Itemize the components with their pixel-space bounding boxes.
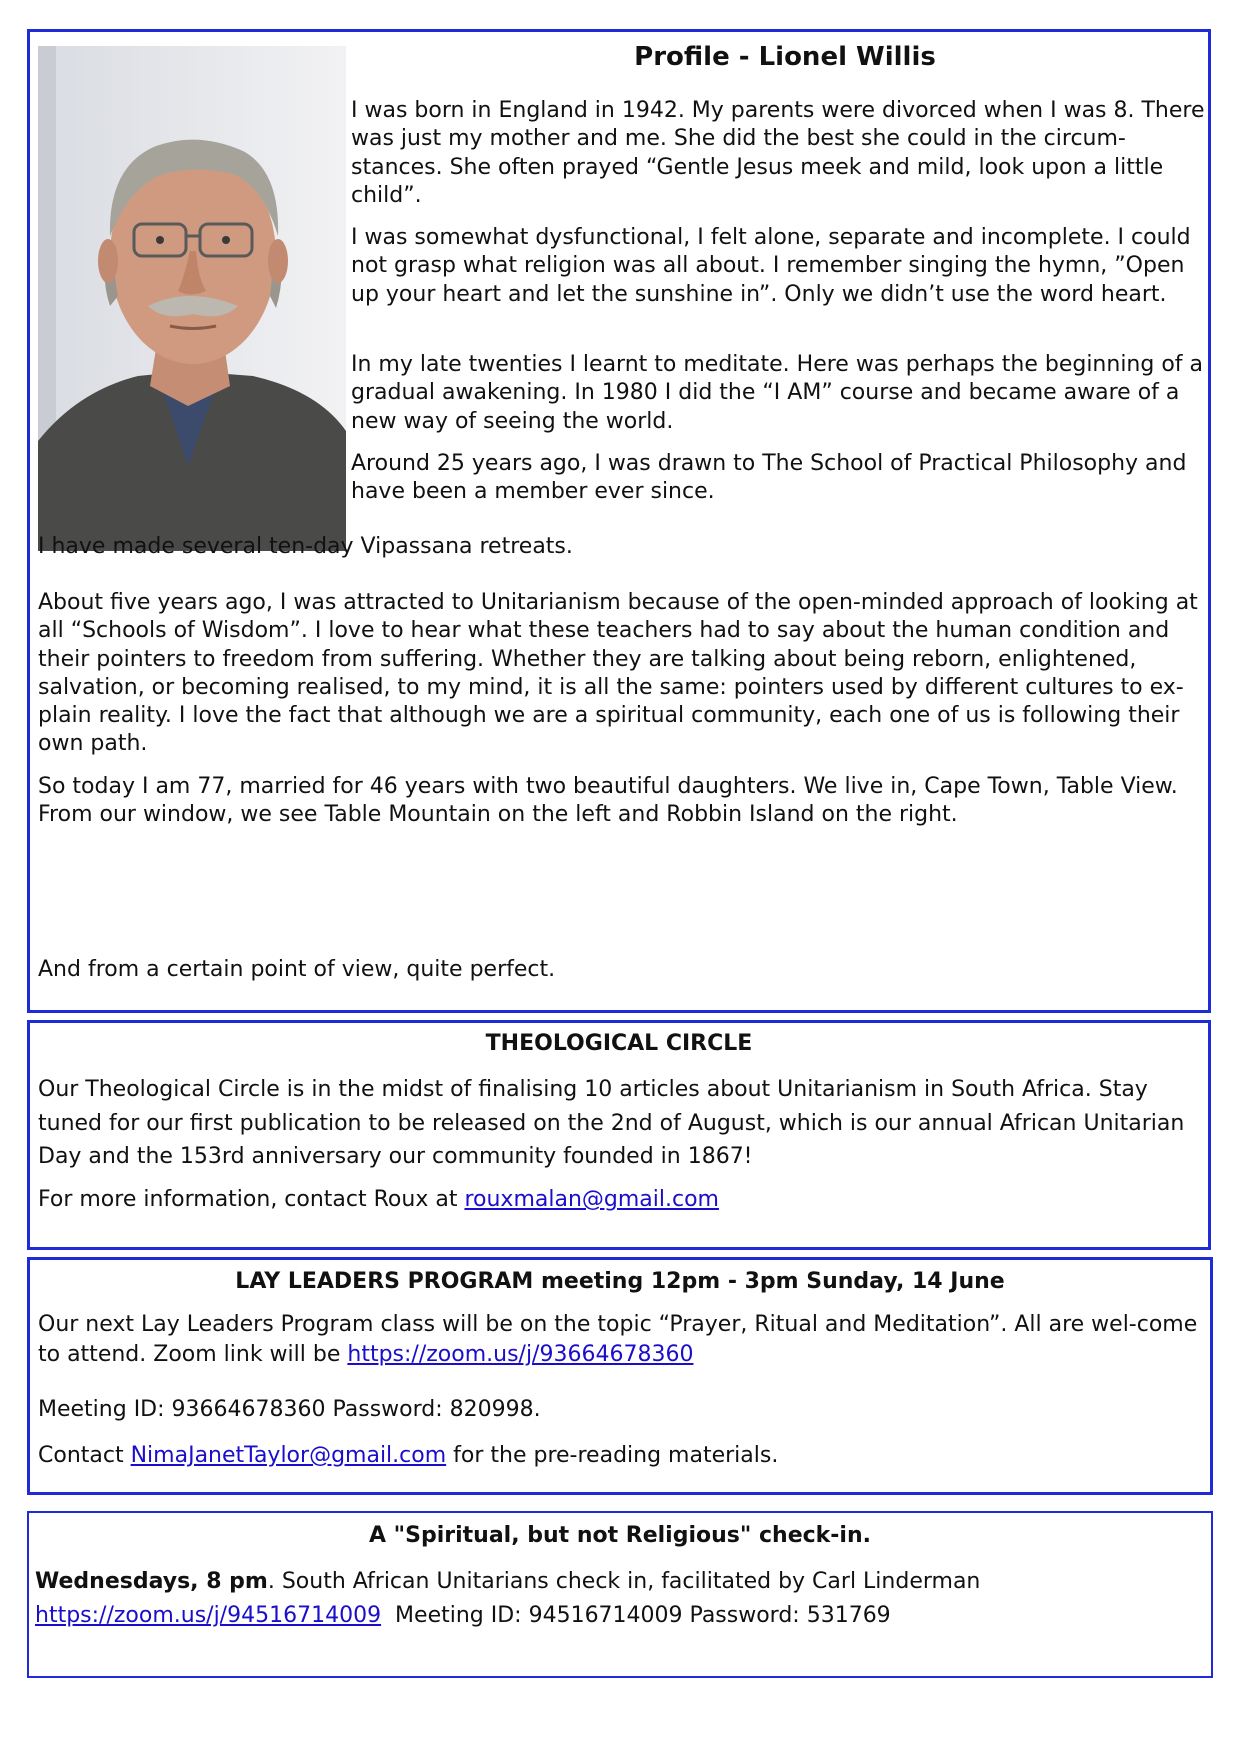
theological-body: Our Theological Circle is in the midst of finalising 10 articles about Unitarianism in South Africa. Stay tuned for our first publication to be released on the 2nd of August, which is our annual African Unitarian Day and the 153rd anniversary our community founded in 1867! xyxy=(38,1077,1185,1169)
profile-paragraph: I was born in England in 1942. My parents were divorced when I was 8. There was just my mother and me. She did the best she could in the circum-stances. She often prayed “Gentle Jesus meek and mild, look upon a little child”. xyxy=(351,98,1205,208)
body-text: . South African Unitarians check in, facilitated by Carl Linderman xyxy=(267,1569,981,1594)
profile-paragraph: And from a certain point of view, quite perfect. xyxy=(38,957,556,982)
meeting-info: Meeting ID: 94516714009 Password: 531769 xyxy=(381,1602,891,1628)
zoom-link[interactable]: https://zoom.us/j/93664678360 xyxy=(347,1342,694,1367)
check-in-section xyxy=(27,1511,1213,1678)
section-title: A "Spiritual, but not Religious" check-in. xyxy=(368,1523,871,1548)
profile-paragraph: In my late twenties I learnt to meditate. Here was perhaps the beginning of a gradual awakening. In 1980 I did the “I AM” course and became aware of a new way of seeing the world. xyxy=(351,352,1204,434)
check-in-when: Wednesdays, 8 pm xyxy=(35,1569,268,1594)
lay-leaders-contact xyxy=(38,1442,1203,1470)
profile-paragraph: I was somewhat dysfunctional, I felt alone, separate and incomplete. I could not grasp what religion was all about. I remember singing the hymn, ”Open up your heart and let the sunshine in”. Only we didn’t use the word heart. xyxy=(351,225,1191,307)
profile-section xyxy=(27,29,1211,1013)
email-link[interactable]: NimaJanetTaylor@gmail.com xyxy=(130,1443,447,1468)
check-in-body xyxy=(35,1565,1200,1632)
email-link[interactable]: rouxmalan@gmail.com xyxy=(464,1187,719,1212)
contact-text: For more information, contact Roux at xyxy=(38,1187,465,1212)
body-text: Our next Lay Leaders Program class will be on the topic “Prayer, Ritual and Meditation”. All are wel-come to attend. Zoom link will be xyxy=(38,1312,1198,1367)
profile-photo xyxy=(38,46,346,551)
meeting-info: Meeting ID: 93664678360 Password: 820998. xyxy=(38,1397,541,1422)
profile-title: Profile - Lionel Willis xyxy=(634,42,936,72)
lay-leaders-section xyxy=(27,1257,1213,1495)
profile-paragraph: I have made several ten-day Vipassana retreats. xyxy=(38,534,573,559)
profile-paragraph: Around 25 years ago, I was drawn to The School of Practical Philosophy and have been a member ever since. xyxy=(351,451,1187,505)
theological-contact xyxy=(38,1186,1203,1214)
contact-text: for the pre-reading materials. xyxy=(446,1443,779,1468)
contact-text: Contact xyxy=(38,1443,131,1468)
profile-paragraph: So today I am 77, married for 46 years with two beautiful daughters. We live in, Cape Town, Table View. From our window, we see Table Mountain on the left and Robbin Island on the right. xyxy=(38,774,1178,828)
theological-circle-section xyxy=(27,1020,1211,1250)
section-title: LAY LEADERS PROGRAM meeting 12pm - 3pm Sunday, 14 June xyxy=(235,1269,1005,1294)
profile-paragraph: About five years ago, I was attracted to Unitarianism because of the open-minded approach of looking at all “Schools of Wisdom”. I love to hear what these teachers had to say about the human condition and their pointers to freedom from suffering. Whether they are talking about being reborn, enlightened, salvation, or becoming realised, to my mind, it is all the same: pointers used by different cultures to ex-plain reality. I love the fact that although we are a spiritual community, each one of us is following their own path. xyxy=(38,590,1198,757)
lay-leaders-body xyxy=(38,1310,1203,1370)
section-title: THEOLOGICAL CIRCLE xyxy=(485,1031,753,1056)
zoom-link[interactable]: https://zoom.us/j/94516714009 xyxy=(35,1602,382,1628)
